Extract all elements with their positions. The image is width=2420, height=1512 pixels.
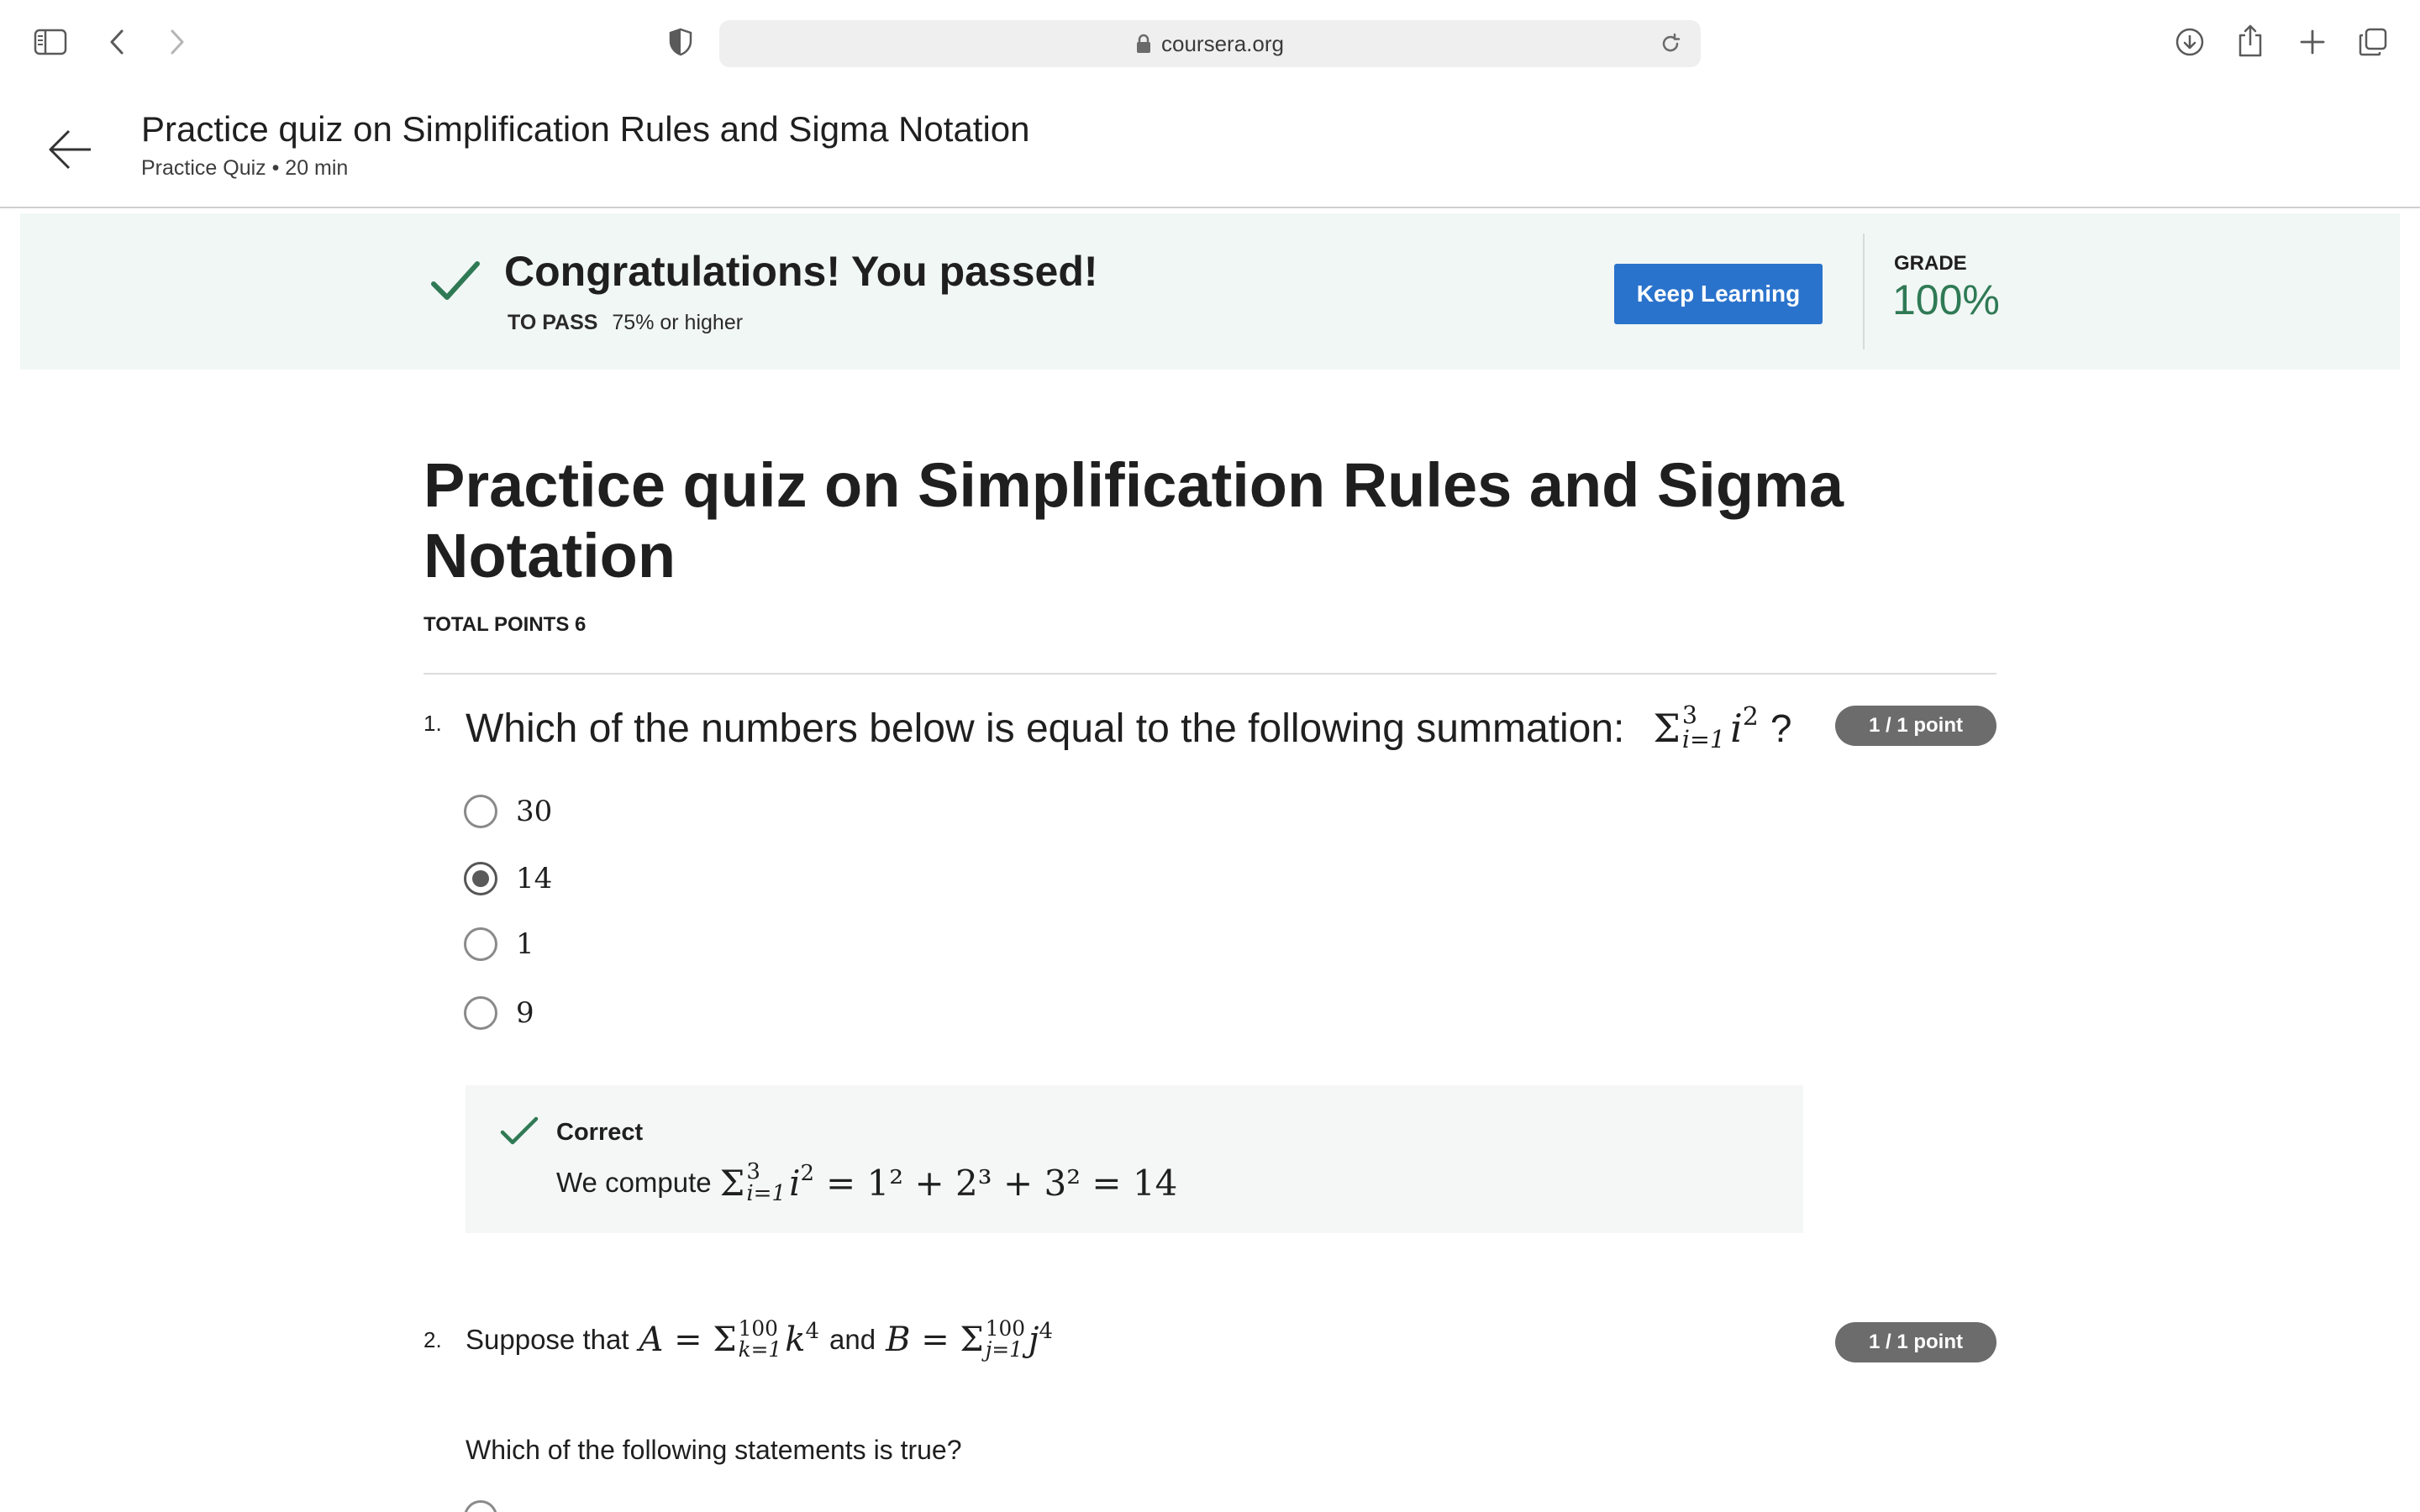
sigma-upper: 3 xyxy=(746,1159,760,1184)
to-pass-value: 75% or higher xyxy=(612,311,744,334)
forward-icon[interactable] xyxy=(165,25,190,59)
grade-value: 100% xyxy=(1892,276,2000,323)
grade-label: GRADE xyxy=(1894,252,1967,275)
question-text xyxy=(466,701,1792,753)
option-label: 30 xyxy=(516,795,553,828)
sum-term: i xyxy=(789,1162,801,1204)
sigma-symbol: Σ xyxy=(960,1320,984,1359)
feedback-math xyxy=(720,1161,1178,1205)
sum-term: i xyxy=(1730,705,1743,751)
sigma-lower: j=1 xyxy=(985,1336,1023,1362)
question-suffix: ? xyxy=(1770,706,1792,750)
question-prompt: Which of the numbers below is equal to the following summation: xyxy=(466,706,1625,751)
new-tab-icon[interactable] xyxy=(2296,25,2329,59)
address-bar[interactable] xyxy=(719,20,1701,67)
option-label: 1 xyxy=(516,927,534,961)
sigma-upper: 3 xyxy=(1681,701,1698,729)
download-icon[interactable] xyxy=(2173,25,2207,59)
reload-icon[interactable] xyxy=(1659,32,1682,55)
point-badge: 1 / 1 point xyxy=(1835,1322,1996,1362)
sum-exponent: 2 xyxy=(800,1161,815,1186)
sigma-lower: i=1 xyxy=(1681,725,1726,753)
question-number: 1. xyxy=(424,711,442,736)
browser-toolbar xyxy=(0,0,2420,84)
sigma-symbol: Σ xyxy=(1653,705,1681,751)
summation-a xyxy=(639,1316,820,1362)
divider xyxy=(424,673,1996,675)
summation-expression xyxy=(1653,701,1792,753)
sum-exponent: 4 xyxy=(1039,1319,1053,1344)
back-icon[interactable] xyxy=(104,25,129,59)
check-icon xyxy=(499,1116,539,1149)
url-text: coursera.org xyxy=(1161,30,1284,56)
header-subtitle: Practice Quiz • 20 min xyxy=(141,156,349,180)
sidebar-icon[interactable] xyxy=(32,25,69,59)
pass-banner xyxy=(20,213,2400,370)
pass-title: Congratulations! You passed! xyxy=(504,248,1098,295)
sigma-lower: i=1 xyxy=(746,1181,786,1207)
back-arrow-icon[interactable] xyxy=(47,126,94,173)
radio-button[interactable] xyxy=(464,1500,497,1512)
lock-icon xyxy=(1136,33,1155,55)
radio-button[interactable] xyxy=(464,795,497,828)
sum-exponent: 4 xyxy=(805,1319,820,1344)
sigma-symbol: Σ xyxy=(719,1162,745,1204)
sum-exponent: 2 xyxy=(1742,702,1759,732)
feedback-box xyxy=(466,1085,1803,1233)
question-lead: Suppose that xyxy=(466,1323,629,1355)
question-prompt: Which of the following statements is true? xyxy=(466,1435,962,1465)
sigma-symbol: Σ xyxy=(713,1320,737,1359)
lhs-a: A = xyxy=(639,1320,713,1359)
sigma-upper: 100 xyxy=(985,1316,1026,1341)
radio-button[interactable] xyxy=(464,996,497,1030)
lhs-b: B = xyxy=(886,1320,960,1359)
point-badge: 1 / 1 point xyxy=(1835,706,1996,746)
sigma-lower: k=1 xyxy=(738,1336,782,1362)
feedback-text xyxy=(556,1161,1177,1205)
share-icon[interactable] xyxy=(2235,22,2265,59)
summation-b xyxy=(886,1316,1053,1362)
option-label: 14 xyxy=(516,862,553,895)
header-title: Practice quiz on Simplification Rules and Sigma Notation xyxy=(141,109,1030,149)
answer-option[interactable] xyxy=(464,862,552,895)
to-pass-info xyxy=(508,311,743,335)
banner-divider xyxy=(1863,234,1865,349)
check-icon xyxy=(429,255,482,309)
answer-option[interactable] xyxy=(464,795,552,828)
question-number: 2. xyxy=(424,1327,442,1352)
to-pass-label: TO PASS xyxy=(508,311,598,334)
sum-term: j xyxy=(1028,1320,1039,1359)
question-text xyxy=(466,1316,1063,1362)
answer-option[interactable] xyxy=(464,927,534,961)
shield-icon[interactable] xyxy=(666,25,696,59)
feedback-title: Correct xyxy=(556,1119,644,1146)
tabs-overview-icon[interactable] xyxy=(2356,25,2390,59)
connector-text: and xyxy=(829,1323,876,1355)
sum-result: = 1² + 2³ + 3² = 14 xyxy=(826,1162,1178,1204)
keep-learning-button[interactable]: Keep Learning xyxy=(1614,264,1823,324)
total-points: TOTAL POINTS 6 xyxy=(424,613,587,636)
sum-term: k xyxy=(785,1320,806,1359)
quiz-title: Practice quiz on Simplification Rules and Sigma Notation xyxy=(424,450,1844,591)
answer-option[interactable] xyxy=(464,996,534,1030)
feedback-lead: We compute xyxy=(556,1167,712,1199)
course-header xyxy=(0,84,2420,208)
radio-button-selected[interactable] xyxy=(464,862,497,895)
option-label: 9 xyxy=(516,996,534,1030)
sigma-upper: 100 xyxy=(738,1316,778,1341)
radio-button[interactable] xyxy=(464,927,497,961)
